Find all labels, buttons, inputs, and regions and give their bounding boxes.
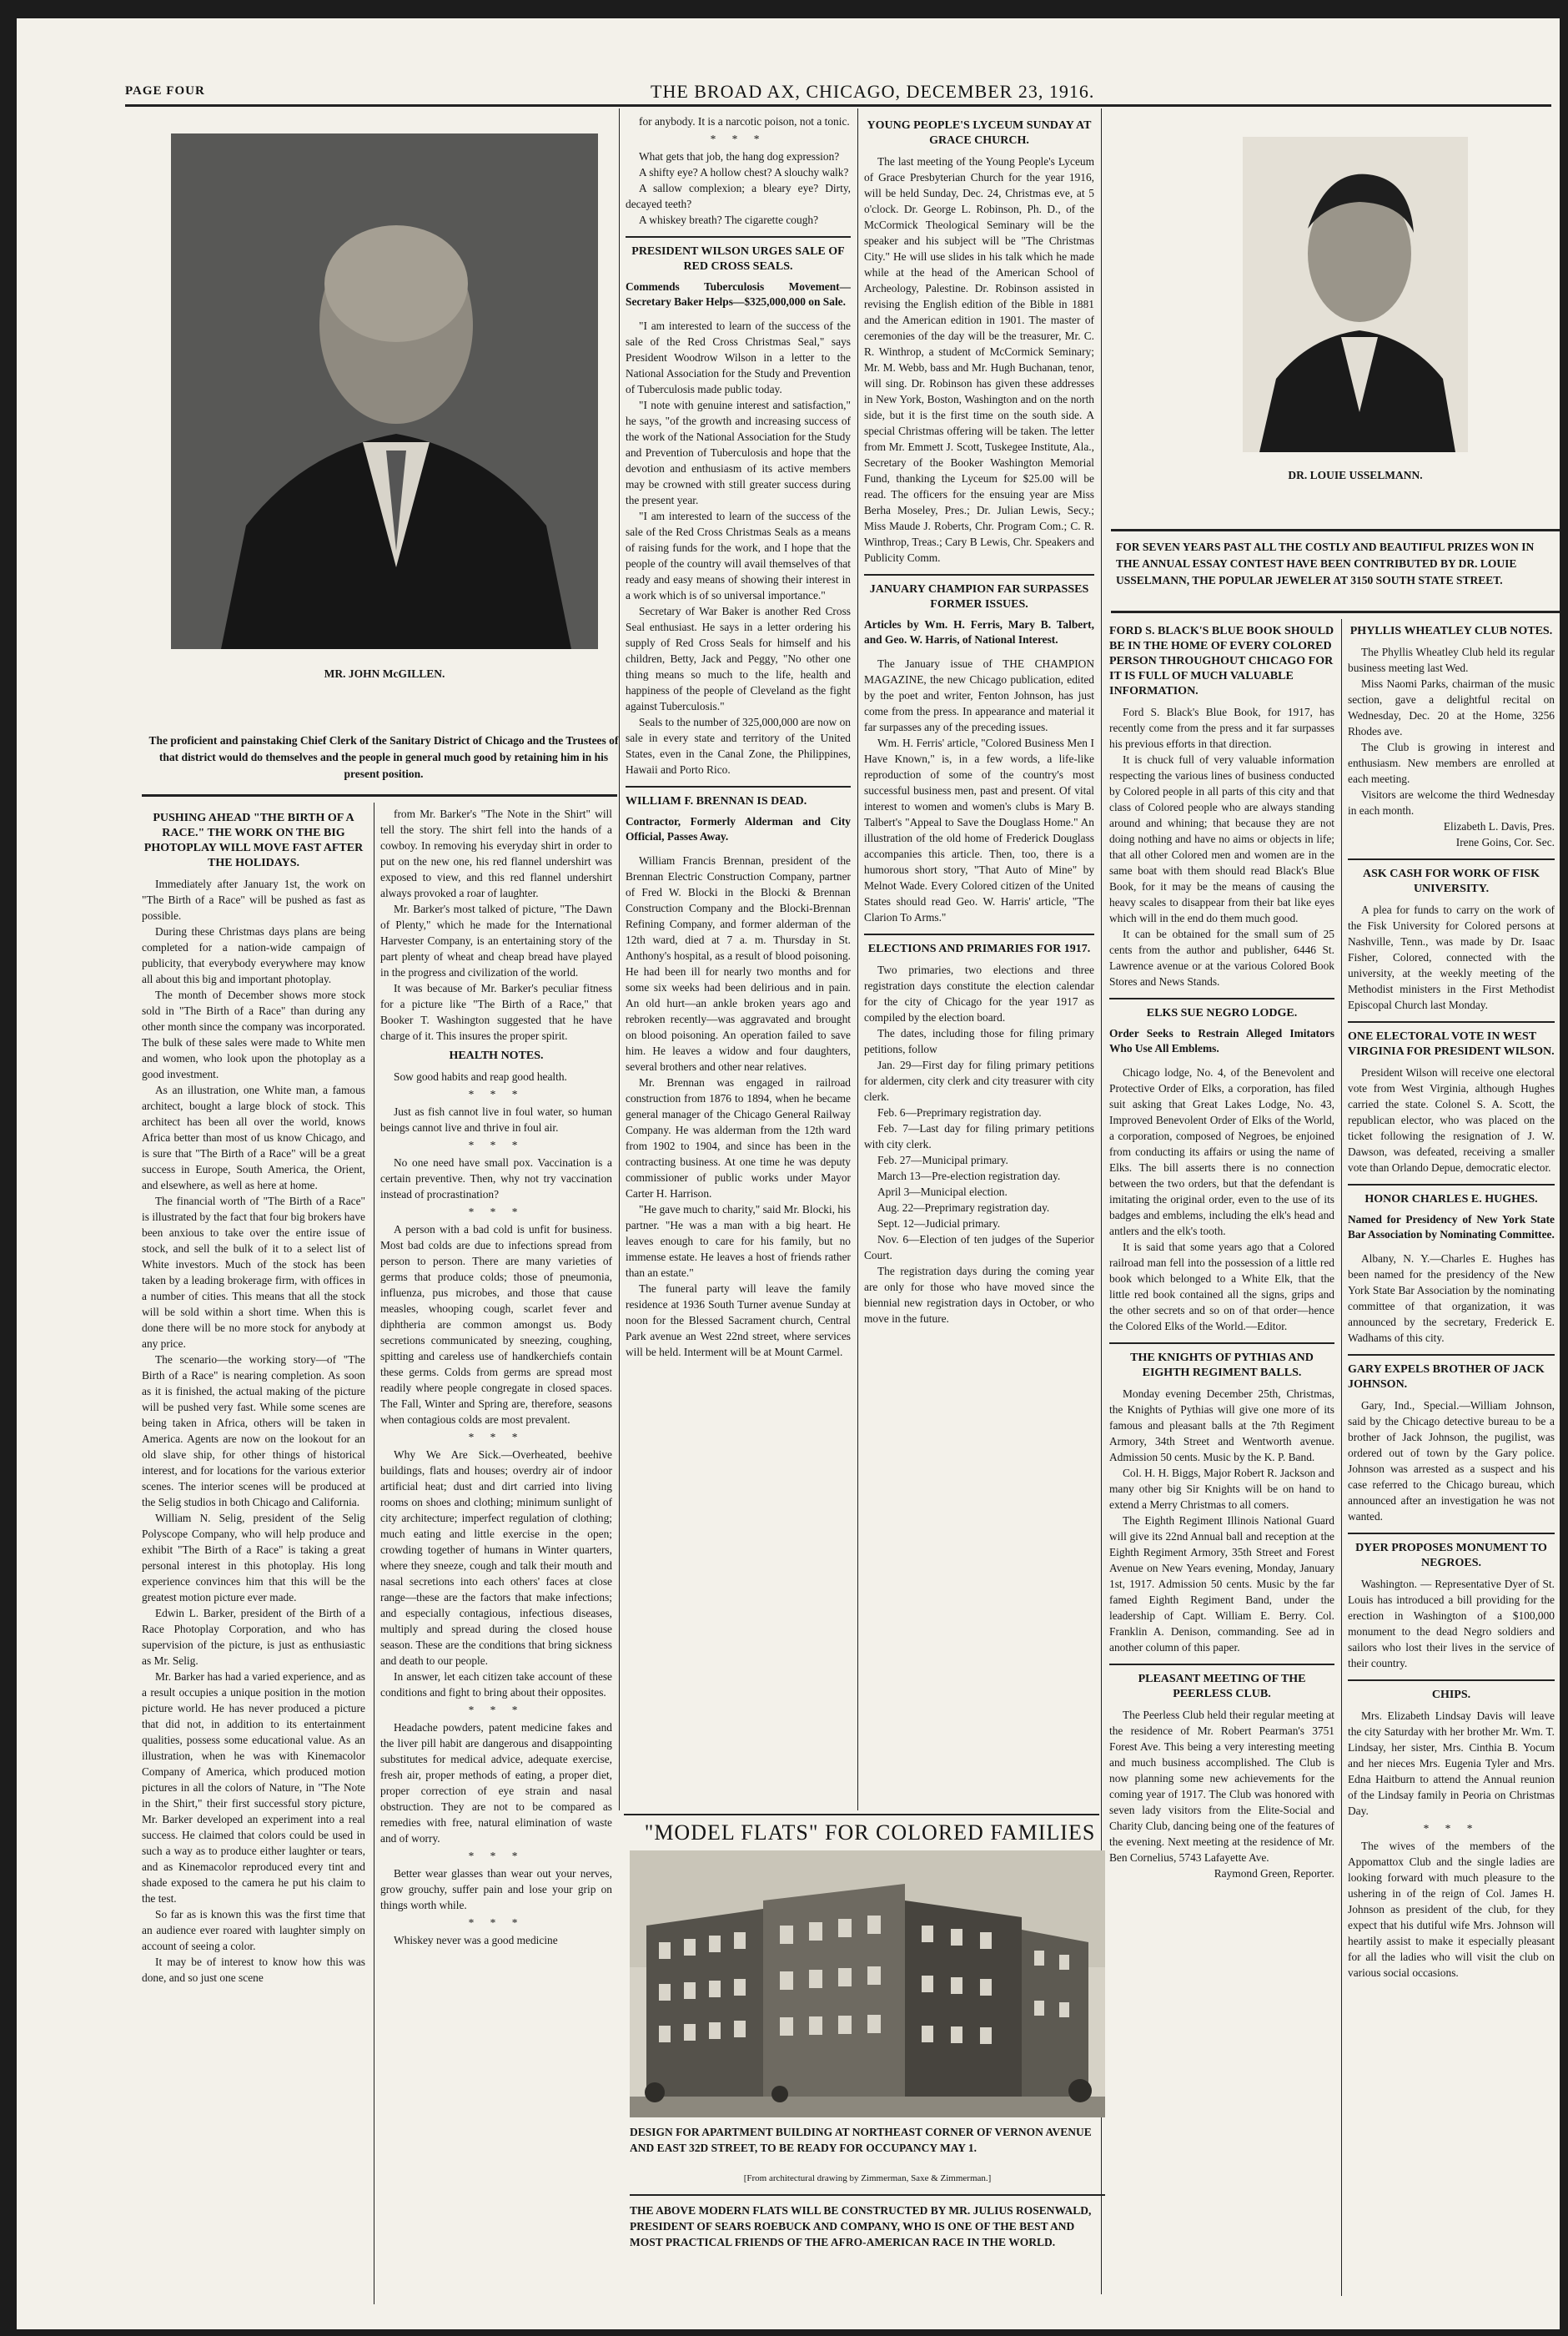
headline-phyllis-wheatley: PHYLLIS WHEATLEY CLUB NOTES.: [1349, 625, 1553, 637]
signature: Irene Goins, Cor. Sec.: [1455, 836, 1555, 848]
column-2: [380, 806, 612, 2303]
subhead: Articles by Wm. H. Ferris, Mary B. Talbert, and Geo. W. Harris, of National Interest.: [864, 618, 1094, 646]
model-flats-title: "MODEL FLATS" FOR COLORED FAMILIES: [644, 1820, 1096, 1845]
paragraph: The Eighth Regiment Illinois National Guard will give its 22nd Annual ball and reception at the Eighth Regiment Armory, 35th Street and Forest Avenue on New Years evening, Monday, January 1st, 1917. Admission 50 cents. Music by the far famed Eighth Regiment Band, under the leadership of Capt. William E. Berry. Col. Franklin A. Denison, commanding. See ad in another column of this paper.: [1109, 1514, 1334, 1654]
paragraph: Col. H. H. Biggs, Major Robert R. Jackson and many other big Sir Knights will be on hand to extend a Merry Christmas to all comers.: [1109, 1467, 1334, 1511]
paragraph: Monday evening December 25th, Christmas, the Knights of Pythias will give one more of its famous and pleasant balls at the 7th Regiment Armory, 34th Street and Wentworth avenue. Admission 50 cents. Music by the K. P. Band.: [1109, 1387, 1334, 1463]
paragraph: Chicago lodge, No. 4, of the Benevolent and Protective Order of Elks, a corporation, has filed suit asking that Great Lakes Lodge, No. 43, Improved Benevolent Order of Elks of the World, a corporation, composed of Negroes, be enjoined from conducting its affairs or using the name of Elks. The bill asserts there is no connection between the two orders, but that the defendant is imitating the original order, even to the use of its badges and emblems, including the elk's head and antlers and the elk's tooth.: [1109, 1066, 1334, 1237]
headline-peerless-club: PLEASANT MEETING OF THE PEERLESS CLUB.: [1138, 1673, 1306, 1700]
article-rule: [1348, 1021, 1555, 1023]
paragraph: Miss Naomi Parks, chairman of the music section, gave a delightful recital on Wednesday, Dec. 20 at the Home, 3256 Rhodes ave.: [1348, 677, 1555, 738]
paragraph: During these Christmas days plans are being completed for a nation-wide campaign of publicity, that everybody everywhere may know all about this big and important photoplay.: [142, 925, 365, 985]
page-number: PAGE FOUR: [125, 84, 205, 98]
portrait-louie-usselmann: [1243, 137, 1468, 452]
header-rule: [125, 104, 1551, 107]
paragraph: It may be of interest to know how this was done, and so just one scene: [142, 1956, 365, 1984]
column-divider: [1341, 619, 1342, 2296]
headline-fisk-university: ASK CASH FOR WORK OF FISK UNIVERSITY.: [1363, 868, 1540, 895]
column-divider: [619, 108, 620, 1810]
paragraph: "I note with genuine interest and satisfaction," he says, "of the growth and increasing success of the work of the National Association for the Study and Prevention of Tuberculosis and hope that the devotion and enthusiasm of its active members may be crowned with still greater success during the present year.: [626, 399, 851, 506]
headline-knights-of-pythias: THE KNIGHTS OF PYTHIAS AND EIGHTH REGIMENT BALLS.: [1130, 1352, 1314, 1379]
paragraph: In answer, let each citizen take account of these conditions and fight to bring about their opposites.: [380, 1670, 612, 1699]
paragraph: for anybody. It is a narcotic poison, not a tonic.: [639, 115, 850, 128]
paragraph: A person with a bad cold is unfit for business. Most bad colds are due to infections spread from person to person. There are many varieties of germs that produce colds; those of pneumonia, influenza, pus microbes, and those that cause measles, whooping cough, scarlet fever and diphtheria are common amongst us. Body secretions communicated by sneezing, coughing, spitting and careless use of handkerchiefs contain these germs. Colds from germs are spread most readily where people congregate in closed spaces. The Fall, Winter and Spring are, therefore, seasons when contagious colds are most prevalent.: [380, 1223, 612, 1426]
paragraph: Washington. — Representative Dyer of St. Louis has introduced a bill providing for the erection in Washington of a $100,000 monument to the dead Negro soldiers and sailors who lost their lives in the service of their country.: [1348, 1578, 1555, 1669]
paragraph: It is said that some years ago that a Colored railroad man fell into the possession of a little red book which belonged to a White Elk, that the little red book contained all the signs, grips and the other secrets and so on of that order—hence the Colored Elks of the World.—Editor.: [1109, 1241, 1334, 1332]
article-rule: [1348, 1679, 1555, 1681]
article-rule: [626, 236, 851, 238]
paragraph: Edwin L. Barker, president of the Birth of a Race Photoplay Corporation, and who has supervision of the picture, is just as enthusiastic as Mr. Selig.: [142, 1607, 365, 1667]
paragraph: Whiskey never was a good medicine: [394, 1934, 558, 1946]
paragraph: The last meeting of the Young People's Lyceum of Grace Presbyterian Church for the year 1916, will be held Sunday, Dec. 24, Christmas eve, at 5 o'clock. Dr. George L. Robinson, Ph. D., of the McCormick Theological Seminary will be the speaker and his subject will be "The Christmas City." He will use slides in his talk which he made while at the head of the American School of Archeology, Palestine. Dr. Robinson assisted in revising the English edition of the Bible in 1881 and the American edition in 1901. The master of ceremonies of the day will be the treasurer, Mr. C. R. Winthrop, a student of McCormick Seminary; Mr. M. Webb, bass and Mr. Hugh Buchanan, tenor, will sing. Dr. Robinson has given these addresses in New York, Boston, Washington and on the north side, but it is the first time on the south side. A special Christmas offering will be taken. The letter from Mr. Emmett J. Scott, Tuskegee Institute, Ala., Secretary of the Booker Washington Memorial Fund, thanking the Lyceum for $25.00 will be read. The officers for the ensuing year are Miss Berha Moseley, Pres.; Dr. Julian Lewis, Secy.; Miss Maude J. Roberts, Chr. Program Com.; C. R. Winthrop, Treas.; Cary B Lewis, Chr. Speakers and Publicity Comm.: [864, 155, 1094, 564]
subhead: Order Seeks to Restrain Alleged Imitators Who Use All Emblems.: [1109, 1027, 1334, 1055]
separator-stars: * * *: [468, 1916, 525, 1929]
paragraph: Why We Are Sick.—Overheated, beehive buildings, flats and houses; overdry air of indoor artificial heat; dust and dirt carried into living rooms on shoes and clothing; minimum sunlight of city architecture; imperfect regulation of clothing; much eating and little exercise in the open; crowding together of humans in Winter quarters, where they sneeze, cough and talk their mouth and nasal secretions into each others' faces at close range—these are the factors that make infections; and especially contagious, infectious diseases, multiply and spread during the closed house season. These are the conditions that bring sickness and death to our people.: [380, 1448, 612, 1667]
article-rule: [1348, 1533, 1555, 1534]
paragraph: The financial worth of "The Birth of a Race" is illustrated by the fact that four big brokers have been anxious to take over the entire issue of stock, and sell the bulk of it to a select list of White investors. Much of the stock has been taken by a leading brokerage firm, with offices in a number of cities. This means that all the stock will be sold within a short time. When this is done there will be no more stock for anybody at any price.: [142, 1195, 365, 1350]
paragraph: Mr. Barker's most talked of picture, "The Dawn of Plenty," which he made for the International Harvester Company, is an entertaining story of the part plenty of wheat and cheap bread have played in the progress and civilization of the world.: [380, 903, 612, 979]
apartment-building-drawing: [630, 1850, 1105, 2117]
article-rule: [1348, 858, 1555, 860]
paragraph: Sept. 12—Judicial primary.: [877, 1217, 1001, 1230]
article-rule: [1348, 1354, 1555, 1356]
newspaper-page: [17, 18, 1560, 2329]
column-1: [142, 806, 365, 2303]
paragraph: Jan. 29—First day for filing primary petitions for aldermen, city clerk and city treasurer with city clerk.: [864, 1059, 1094, 1103]
headline-chips: CHIPS.: [1431, 1689, 1471, 1701]
headline-gary-expels: GARY EXPELS BROTHER OF JACK JOHNSON.: [1348, 1363, 1545, 1391]
paragraph: Feb. 6—Preprimary registration day.: [877, 1106, 1042, 1119]
section-rule: [630, 2194, 1105, 2196]
separator-stars: * * *: [1423, 1822, 1480, 1835]
separator-stars: * * *: [468, 1088, 525, 1100]
page-header: [125, 81, 1560, 103]
paragraph: The scenario—the working story—of "The Birth of a Race" is nearing completion. As soon as it is finished, the actual making of the picture will be pushed very fast. While some scenes are being taken in Africa, others will be taken in America. Agents are now on the lookout for an old slave ship, for other things of historical interest, and for locations for the various exterior scenes. The interior scenes will be produced at the Selig studios in both Chicago and California.: [142, 1353, 365, 1508]
article-rule: [1109, 1342, 1334, 1344]
column-5: [1109, 619, 1334, 2296]
photo-caption: MR. JOHN McGILLEN.: [324, 667, 445, 680]
photo-description: The proficient and painstaking Chief Clerk of the Sanitary District of Chicago and the Trustees of that district would do themselves and the people in general much good by retaining him in his present position.: [148, 734, 619, 780]
paragraph: Gary, Ind., Special.—William Johnson, said by the Chicago detective bureau to be a brother of Jack Johnson, the pugilist, was ordered out of town by the Gary police. Johnson was arrested as a suspect and his case referred to the Chicago bureau, which announced after an investigation he was not wanted.: [1348, 1399, 1555, 1523]
paragraph: April 3—Municipal election.: [877, 1186, 1008, 1198]
article-rule: [1109, 998, 1334, 999]
paragraph: Ford S. Black's Blue Book, for 1917, has recently come from the press and it far surpasses his previous efforts in that direction.: [1109, 706, 1334, 750]
separator-stars: * * *: [468, 1431, 525, 1443]
paragraph: The funeral party will leave the family residence at 1936 South Turner avenue Sunday at noon for the Blessed Sacrament church, Central Park avenue an West 22nd street, where services will be held. Interment will be at Mount Carmel.: [626, 1282, 851, 1358]
headline-west-virginia-vote: ONE ELECTORAL VOTE IN WEST VIRGINIA FOR PRESIDENT WILSON.: [1348, 1030, 1555, 1058]
column-4: [864, 113, 1094, 1811]
headline-birth-of-a-race: PUSHING AHEAD "THE BIRTH OF A RACE." THE WORK ON THE BIG PHOTOPLAY WILL MOVE FAST AFTER THE HOLIDAYS.: [143, 812, 364, 869]
paragraph: No one need have small pox. Vaccination is a certain preventive. Then, why not try vaccination instead of procrastination?: [380, 1156, 612, 1201]
paragraph: The Peerless Club held their regular meeting at the residence of Mr. Robert Pearman's 3751 Forest Ave. This being a very interesting meeting and much business accomplished. The Club is now planning some new achievements for the coming year of 1917. The Club was honored with seven lady visitors from the Elite-Social and Charity Club, dancing being one of the features of the evening. Next meeting at the residence of Mr. Ben Cornelius, 5743 Lafayette Ave.: [1109, 1709, 1334, 1864]
paragraph: The month of December shows more stock sold in "The Birth of a Race" than during any other month since the company was incorporated. The bulk of these sales were made to White men and women, who look upon the photoplay as a good investment.: [142, 989, 365, 1080]
column-6: [1348, 619, 1555, 2296]
paragraph: What gets that job, the hang dog expression?: [639, 150, 840, 163]
separator-stars: * * *: [468, 1139, 525, 1151]
paragraph: Two primaries, two elections and three registration days constitute the election calendar for the city of Chicago for the year 1917 as compiled by the election board.: [864, 964, 1094, 1024]
headline-dyer-monument: DYER PROPOSES MONUMENT TO NEGROES.: [1355, 1542, 1547, 1569]
section-rule: [1111, 611, 1560, 613]
signature: Elizabeth L. Davis, Pres.: [1443, 820, 1555, 833]
headline-january-champion: JANUARY CHAMPION FAR SURPASSES FORMER ISSUES.: [869, 583, 1089, 611]
paragraph: William Francis Brennan, president of the Brennan Electric Construction Company, partner of Fred W. Blocki in the Blocki & Brennan Construction Company and the Blocki-Brennan Refining Company, and former alderman of the 12th ward, died at 7 a. m. Thursday in St. Anthony's hospital, as a result of blood poisoning. He had been ill for nearly two months and for some six weeks had been delirious and in pain. An old hurt—an ankle broken years ago and rebroken recently—was aggravated and brought on blood poisoning. An operation failed to save him. He leaves a widow and four daughters, several brothers and other near relatives.: [626, 854, 851, 1073]
headline-health-notes: HEALTH NOTES.: [449, 1050, 544, 1062]
paragraph: William N. Selig, president of the Selig Polyscope Company, who will help produce and exhibit "The Birth of a Race" is taking a great personal interest in this photoplay. His long experience convinces him that this will be the greatest motion picture ever made.: [142, 1512, 365, 1603]
paragraph: Wm. H. Ferris' article, "Colored Business Men I Have Known," is, in a few words, a life-like reproduction of some of the country's most successful business men, past and present. Of vital interest to women and women's clubs is Mary B. Talbert's "Appeal to Save the Douglass Home." An illustration of the old home of Frederick Douglass accompanies this article. Then, too, there is a humorous short story, "That Auto of Mine" by Melnot Wade. Every Colored citizen of the United States should read Geo. W. Harris' article, "The Clarion To Arms.": [864, 737, 1094, 924]
column-divider: [857, 108, 858, 1810]
paragraph: Feb. 7—Last day for filing primary petitions with city clerk.: [864, 1122, 1094, 1150]
paragraph: A whiskey breath? The cigarette cough?: [639, 214, 819, 226]
paragraph: Immediately after January 1st, the work on "The Birth of a Race" will be pushed as fast as possible.: [142, 878, 365, 922]
paragraph: Headache powders, patent medicine fakes and the liver pill habit are dangerous and disappointing substitutes for medical advice, adequate exercise, fresh air, proper methods of eating, a proper diet, proper correction of eye strain and nasal obstruction. They are not to be compared as remedies with free, natural elimination of waste and of worry.: [380, 1721, 612, 1845]
paragraph: The wives of the members of the Appomattox Club and the single ladies are looking forward with much pleasure to the ushering in of the reign of Col. James H. Johnson as president of the club, for they expect that his dutiful wife Mrs. Johnson will heartily assist to make it especially pleasant for all the ladies who will visit the club on various social occasions.: [1348, 1840, 1555, 1979]
drawing-credit: [From architectural drawing by Zimmerman, Saxe & Zimmerman.]: [743, 2173, 992, 2183]
portrait-john-mcgillen: [171, 133, 598, 649]
subhead: Named for Presidency of New York State Bar Association by Nominating Committee.: [1348, 1213, 1555, 1241]
headline-brennan-dead: WILLIAM F. BRENNAN IS DEAD.: [626, 795, 807, 808]
section-rule: [142, 794, 617, 797]
paragraph: Mr. Brennan was engaged in railroad construction from 1876 to 1894, when he became general manager of the Chicago General Railway Company. He was alderman from the 12th ward from 1902 to 1904, and since has been in the contracting business. At one time he was deputy commissioner of public works under Mayor Carter H. Harrison.: [626, 1076, 851, 1200]
paragraph: The Club is growing in interest and enthusiasm. New members are enrolled at each meeting.: [1348, 741, 1555, 785]
paragraph: As an illustration, one White man, a famous architect, bought a large block of stock. This architect has been all over the world, knows Africa better than most of us know Chicago, and is sure that "The Birth of a Race" will be a great success in Europe, South America, the Orient, and elsewhere, as well as here at home.: [142, 1084, 365, 1191]
paragraph: The registration days during the coming year are only for those who have moved since the biennial new registration days in October, or who move in the future.: [864, 1265, 1094, 1325]
paragraph: Visitors are welcome the third Wednesday in each month.: [1348, 788, 1555, 817]
headline-elections-primaries: ELECTIONS AND PRIMARIES FOR 1917.: [867, 943, 1091, 955]
paragraph: The dates, including those for filing primary petitions, follow: [864, 1027, 1094, 1055]
paragraph: Better wear glasses than wear out your nerves, grow grouchy, suffer pain and lose your grip on things worth while.: [380, 1867, 612, 1911]
paragraph: The Phyllis Wheatley Club held its regular business meeting last Wed.: [1348, 646, 1555, 674]
section-rule: [624, 1814, 1099, 1815]
apartment-caption: DESIGN FOR APARTMENT BUILDING AT NORTHEAST CORNER OF VERNON AVENUE AND EAST 32D STREET, TO BE READY FOR OCCUPANCY MAY 1.: [630, 2126, 1092, 2154]
paragraph: March 13—Pre-election registration day.: [877, 1170, 1061, 1182]
photo-caption: DR. LOUIE USSELMANN.: [1288, 469, 1423, 481]
paragraph: Feb. 27—Municipal primary.: [877, 1154, 1008, 1166]
paragraph: Mrs. Elizabeth Lindsay Davis will leave the city Saturday with her brother Mr. Wm. T. Lindsay, her sister, Mrs. Cinthia B. Yocum and her nieces Mrs. Eugenia Tyler and Mrs. Edna Haitburn to attend the Annual reunion of the Lindsay family in Peoria on Christmas Day.: [1348, 1709, 1555, 1817]
masthead: THE BROAD AX, CHICAGO, DECEMBER 23, 1916.: [651, 81, 1095, 102]
paragraph: Just as fish cannot live in foul water, so human beings cannot live and thrive in foul air.: [380, 1105, 612, 1134]
article-rule: [1109, 1664, 1334, 1665]
reporter-signature: Raymond Green, Reporter.: [1214, 1867, 1334, 1880]
rosenwald-notice: THE ABOVE MODERN FLATS WILL BE CONSTRUCTED BY MR. JULIUS ROSENWALD, PRESIDENT OF SEARS ROEBUCK AND COMPANY, WHO IS ONE OF THE BEST AND MOST PRACTICAL FRIENDS OF THE AFRO-AMERICAN RACE IN THE WORLD.: [630, 2204, 1092, 2248]
headline-young-peoples-lyceum: YOUNG PEOPLE'S LYCEUM SUNDAY AT GRACE CHURCH.: [867, 119, 1092, 147]
paragraph: The January issue of THE CHAMPION MAGAZINE, the new Chicago publication, edited by the poet and writer, Fenton Johnson, has just come from the press. In appearance and material it far surpasses any of the preceding issues.: [864, 657, 1094, 733]
headline-charles-hughes: HONOR CHARLES E. HUGHES.: [1364, 1193, 1538, 1206]
headline-blue-book: FORD S. BLACK'S BLUE BOOK SHOULD BE IN THE HOME OF EVERY COLORED PERSON THROUGHOUT CHICAGO FOR IT IS FULL OF MUCH VALUABLE INFORMATION.: [1109, 625, 1334, 697]
article-rule: [864, 934, 1094, 935]
paragraph: "I am interested to learn of the success of the sale of the Red Cross Christmas Seal," says President Woodrow Wilson in a letter to the National Association for the Study and Prevention of Tuberculosis made public today.: [626, 320, 851, 395]
paragraph: Sow good habits and reap good health.: [394, 1070, 567, 1083]
section-rule: [1111, 529, 1560, 531]
column-3: [626, 113, 851, 1811]
paragraph: It can be obtained for the small sum of 25 cents from the author and publisher, 6446 St. Lawrence avenue or at the various Colored Book Stores and News Stands.: [1109, 928, 1334, 988]
paragraph: It is chuck full of very valuable information respecting the various lines of business conducted by Colored people in all parts of this city and that class of Colored people who are always standing around and whining; that because they are not doing nothing and have no aims or objects in life; that all other Colored men and women are in the same boat with them should read Black's Blue Book, for it may be the means of causing the heavy scales to disappear from their bat like eyes which will in the end do them much good.: [1109, 753, 1334, 924]
paragraph: Nov. 6—Election of ten judges of the Superior Court.: [864, 1233, 1094, 1261]
paragraph: Seals to the number of 325,000,000 are now on sale in every state and territory of the United States, even in the Canal Zone, the Philippines, Hawaii and Porto Rico.: [626, 716, 851, 776]
separator-stars: * * *: [710, 133, 766, 145]
paragraph: Secretary of War Baker is another Red Cross Seal enthusiast. He says in a letter ordering his supply of Red Cross Seals for himself and his children, Betty, Jack and Peggy, "No other one thing means so much to the life, health and happiness of the people of Cleveland as the fight against Tuberculosis.": [626, 605, 851, 712]
paragraph: President Wilson will receive one electoral vote from West Virginia, although Hughes carried the state. Colonel S. A. Scott, the republican elector, who was placed on the ticket following the resignation of J. W. Dawson, was defeated, receiving a smaller vote than Orlando Depue, democratic elector.: [1348, 1066, 1555, 1174]
article-rule: [864, 574, 1094, 576]
article-rule: [1348, 1184, 1555, 1186]
paragraph: Mr. Barker has had a varied experience, and as a result occupies a unique position in the motion picture world. He has never produced a picture that did not, in addition to its entertainment qualities, possess some educational value. As an illustration, when he was with Kinemacolor Company of America, which produced motion pictures in all the colors of Nature, in "The Note in the Shirt," their first successful story picture, Mr. Barker developed an experiment into a real success. He claimed that colors could be used in such a way as to produce either laughter or tears, and as Kinemacolor reproduced every tint and shade exposed to the camera he put his claim to the test.: [142, 1670, 365, 1905]
paragraph: So far as is known this was the first time that an audience ever roared with laughter simply on account of seeing a color.: [142, 1908, 365, 1952]
paragraph: Aug. 22—Preprimary registration day.: [877, 1201, 1050, 1214]
usselmann-banner: FOR SEVEN YEARS PAST ALL THE COSTLY AND BEAUTIFUL PRIZES WON IN THE ANNUAL ESSAY CONTEST HAVE BEEN CONTRIBUTED BY DR. LOUIE USSELMANN, THE POPULAR JEWELER AT 3150 SOUTH STATE STREET.: [1116, 541, 1535, 587]
paragraph: A sallow complexion; a bleary eye? Dirty, decayed teeth?: [626, 182, 851, 210]
paragraph: Albany, N. Y.—Charles E. Hughes has been named for the presidency of the New York State Bar Association by the nominating committee of that organization, it was announced by the secretary, Frederick E. Wadhams of this city.: [1348, 1252, 1555, 1344]
separator-stars: * * *: [468, 1206, 525, 1218]
paragraph: A shifty eye? A hollow chest? A slouchy walk?: [639, 166, 849, 179]
paragraph: It was because of Mr. Barker's peculiar fitness for a picture like "The Birth of a Race," that Booker T. Washington suggested that he have charge of it. This insures the proper spirit.: [380, 982, 612, 1042]
separator-stars: * * *: [468, 1704, 525, 1716]
paragraph: A plea for funds to carry on the work of the Fisk University for Colored persons at Nashville, Tenn., was made by Dr. Isaac Fisher, Colored, connected with the university, at the weekly meeting of the Methodist ministers in the First Methodist Episcopal Church last Monday.: [1348, 904, 1555, 1011]
paragraph: from Mr. Barker's "The Note in the Shirt" will tell the story. The shirt fell into the hands of a cowboy. In removing his everyday shirt in order to put on the new one, his red flannel undershirt was exposed to view, and this red flannel undershirt always provoked a roar of laughter.: [380, 808, 612, 899]
separator-stars: * * *: [468, 1850, 525, 1862]
subhead: Commends Tuberculosis Movement—Secretary Baker Helps—$325,000,000 on Sale.: [626, 280, 851, 308]
headline-elks-sue: ELKS SUE NEGRO LODGE.: [1146, 1007, 1298, 1019]
headline-red-cross-seals: PRESIDENT WILSON URGES SALE OF RED CROSS SEALS.: [631, 245, 845, 273]
article-rule: [626, 786, 851, 788]
subhead: Contractor, Formerly Alderman and City Official, Passes Away.: [626, 815, 851, 843]
paragraph: "He gave much to charity," said Mr. Blocki, his partner. "He was a man with a big heart. He leaves enough to care for his family, but no immense estate. He leaves a host of friends rather than an estate.": [626, 1203, 851, 1279]
paragraph: "I am interested to learn of the success of the sale of the Red Cross Christmas Seals as a means of raising funds for the work, and I hope that the people of the country will avail themselves of that ready and easy means of showing their interest in a work which is of so universal importance.": [626, 510, 851, 602]
